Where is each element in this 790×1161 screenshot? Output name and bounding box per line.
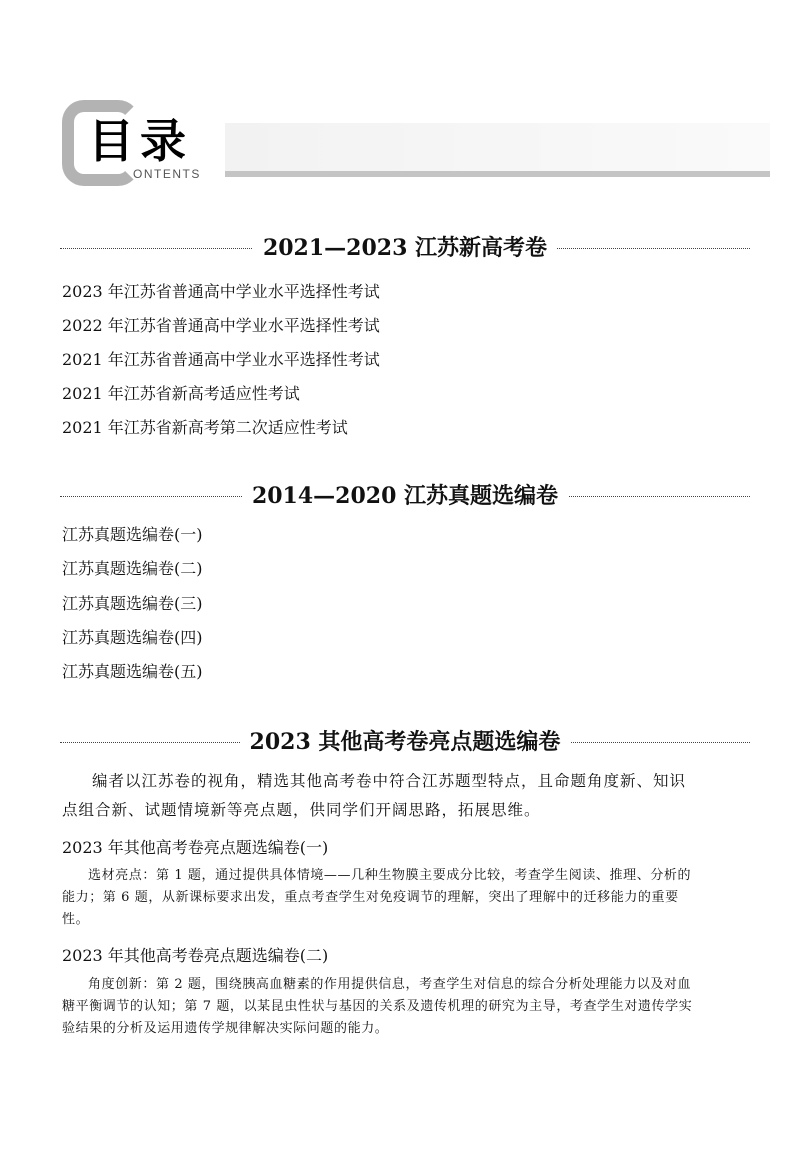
page-subtitle: ONTENTS [133,167,201,181]
list-item[interactable]: 江苏真题选编卷(二) [62,559,203,578]
section-heading-text: 2021—2023 江苏新高考卷 [253,235,557,261]
list-item[interactable]: 2023 年其他高考卷亮点题选编卷(一) [62,838,329,857]
section-heading-3 [60,727,750,757]
section-heading-text: 2014—2020 江苏真题选编卷 [242,483,568,509]
item-note: 角度创新：第 2 题，围绕胰高血糖素的作用提供信息，考查学生对信息的综合分析处理能力以及对血糖平衡调节的认知；第 7 题，以某昆虫性状与基因的关系及遗传机理的研究为主导，考查学生对遗传学实验结果的分析及运用遗传学规律解决实际问题的能力。 [62,977,693,1036]
section-intro: 编者以江苏卷的视角，精选其他高考卷中符合江苏题型特点，且命题角度新、知识点组合新、试题情境新等亮点题，供同学们开阔思路，拓展思维。 [62,772,687,819]
header-underline [225,171,770,177]
list-item[interactable]: 2021 年江苏省普通高中学业水平选择性考试 [62,350,380,369]
list-item[interactable]: 江苏真题选编卷(一) [62,525,203,544]
list-item[interactable]: 2021 年江苏省新高考第二次适应性考试 [62,418,348,437]
item-note: 选材亮点：第 1 题，通过提供具体情境——几种生物膜主要成分比较，考查学生阅读、推理、分析的能力；第 6 题，从新课标要求出发，重点考查学生对免疫调节的理解，突出了理解中的迁移能力的重要性。 [62,868,692,927]
list-item[interactable]: 2021 年江苏省新高考适应性考试 [62,384,300,403]
page-title: 目录 [88,114,192,168]
list-item[interactable]: 江苏真题选编卷(四) [62,628,203,647]
list-item[interactable]: 2023 年其他高考卷亮点题选编卷(二) [62,946,329,965]
list-item[interactable]: 2022 年江苏省普通高中学业水平选择性考试 [62,316,380,335]
section-heading-2 [60,481,750,511]
list-item[interactable]: 江苏真题选编卷(五) [62,662,203,681]
list-item[interactable]: 2023 年江苏省普通高中学业水平选择性考试 [62,282,380,301]
section-heading-1 [60,233,750,263]
list-item[interactable]: 江苏真题选编卷(三) [62,594,203,613]
header-band [225,123,770,171]
section-heading-text: 2023 其他高考卷亮点题选编卷 [240,729,571,755]
